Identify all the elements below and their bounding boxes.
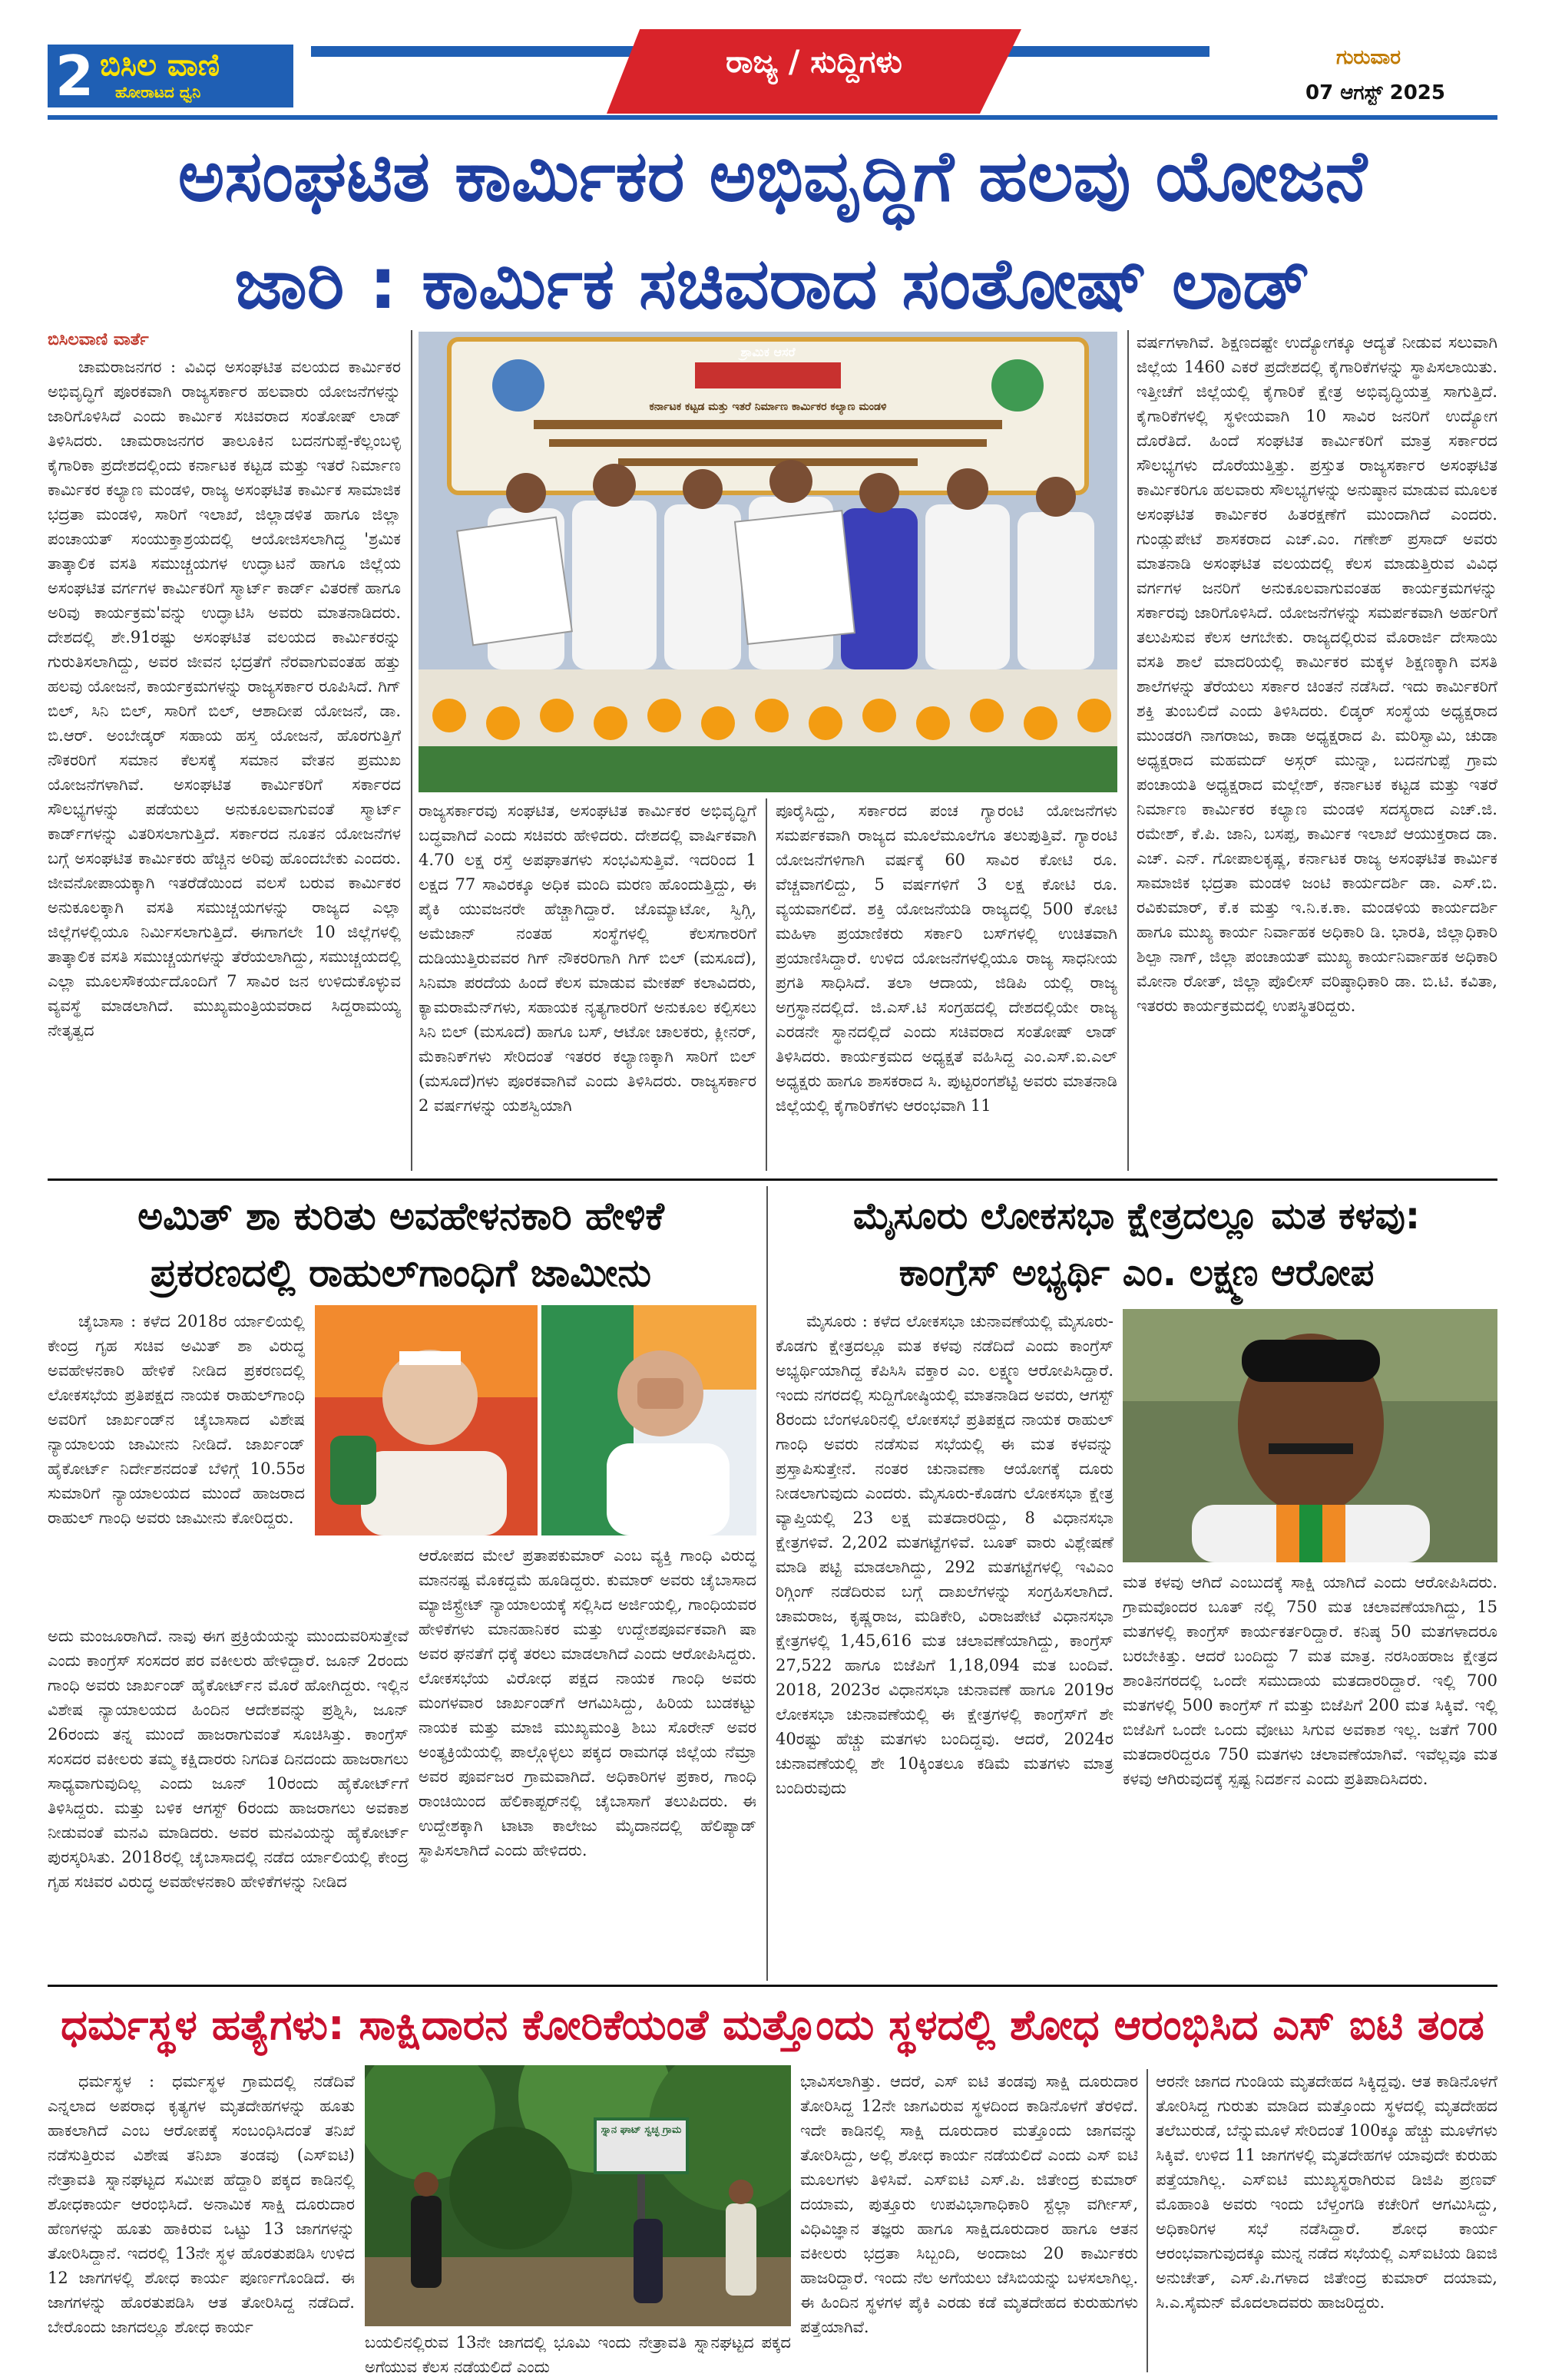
masthead-rule (48, 115, 1497, 120)
story2-column-1-top (48, 1309, 305, 1620)
story4-column-1 (48, 2069, 355, 2372)
column-divider (1127, 330, 1129, 1171)
photo-banner-title: ಶ್ರಾಮಿಕ ಆಸರೆ (740, 345, 796, 359)
story3-headline-line1: ಮೈಸೂರು ಲೋಕಸಭಾ ಕ್ಷೇತ್ರದಲ್ಲೂ ಮತ ಕಳವು: (852, 1195, 1421, 1238)
lead-headline-line2: ಜಾರಿ : ಕಾರ್ಮಿಕ ಸಚಿವರಾದ ಸಂತೋಷ್ ಲಾಡ್ (234, 243, 1311, 325)
story3-headline-line2: ಕಾಂಗ್ರೆಸ್ ಅಭ್ಯರ್ಥಿ ಎಂ. ಲಕ್ಷ್ಮಣ ಆರೋಪ (898, 1251, 1375, 1294)
story4-photo-illustration (365, 2065, 791, 2326)
story2-headline-line2: ಪ್ರಕರಣದಲ್ಲಿ ರಾಹುಲ್‌ಗಾಂಧಿಗೆ ಜಾಮೀನು (150, 1251, 652, 1295)
column-divider (1147, 2069, 1148, 2372)
story4-column-3 (1156, 2069, 1497, 2372)
lead-column-3 (776, 798, 1117, 1171)
lead-column-3-text: ಪೂರೈಸಿದ್ದು, ಸರ್ಕಾರದ ಪಂಚ ಗ್ಯಾರಂಟಿ ಯೋಜನೆಗಳು ಸಮರ್ಪಕವಾಗಿ ರಾಜ್ಯದ ಮೂಲೆಮೂಲೆಗೂ ತಲುಪುತ್ತಿವೆ. ಗ್ಯಾರಂಟಿ ಯೋಜನೆಗಳಿಗಾಗಿ ವರ್ಷಕ್ಕೆ 60 ಸಾವಿರ ಕೋಟಿ ರೂ. ವೆಚ್ಚವಾಗಲಿದ್ದು, 5 ವರ್ಷಗಳಿಗೆ 3 ಲಕ್ಷ ಕೋಟಿ ರೂ. ವ್ಯಯವಾಗಲಿದೆ. ಶಕ್ತಿ ಯೋಜನೆಯಡಿ ರಾಜ್ಯದಲ್ಲಿ 500 ಕೋಟಿ ಮಹಿಳಾ ಪ್ರಯಾಣಿಕರು ಸರ್ಕಾರಿ ಬಸ್‌ಗಳಲ್ಲಿ ಉಚಿತವಾಗಿ ಪ್ರಯಾಣಿಸಿದ್ದಾರೆ. ಉಳಿದ ಯೋಜನೆಗಳಲ್ಲಿಯೂ ರಾಜ್ಯ ಸಾಧನೀಯ ಪ್ರಗತಿ ಸಾಧಿಸಿದೆ. ತಲಾ ಆದಾಯ, ಜಿಡಿಪಿ ಯಲ್ಲಿ ರಾಜ್ಯ ಅಗ್ರಸ್ಥಾನದಲ್ಲಿದೆ. ಜಿ.ಎಸ್.ಟಿ ಸಂಗ್ರಹದಲ್ಲಿ ದೇಶದಲ್ಲಿಯೇ ರಾಜ್ಯ ಎರಡನೇ ಸ್ಥಾನದಲ್ಲಿದೆ ಎಂದು ಸಚಿವರಾದ ಸಂತೋಷ್ ಲಾಡ್ ತಿಳಿಸಿದರು. ಕಾರ್ಯಕ್ರಮದ ಅಧ್ಯಕ್ಷತೆ ವಹಿಸಿದ್ದ ಎಂ.ಎಸ್.ಐ.ಎಲ್ ಅಧ್ಯಕ್ಷರು ಹಾಗೂ ಶಾಸಕರಾದ ಸಿ. ಪುಟ್ಟರಂಗಶೆಟ್ಟಿ ಅವರು ಮಾತನಾಡಿ ಜಿಲ್ಲೆಯಲ್ಲಿ ಕೈಗಾರಿಕೆಗಳು ಆರಂಭವಾಗಿ 11 (776, 802, 1117, 1115)
story4-photo (365, 2065, 791, 2326)
story2-text-bottom: ಅದು ಮಂಜೂರಾಗಿದೆ. ನಾವು ಈಗ ಪ್ರಕ್ರಿಯೆಯನ್ನು ಮುಂದುವರಿಸುತ್ತೇವೆ ಎಂದು ಕಾಂಗ್ರೆಸ್ ಸಂಸದರ ಪರ ವಕೀಲರು ಹೇಳಿದ್ದಾರೆ. ಜೂನ್ 2ರಂದು ಗಾಂಧಿ ಅವರು ಜಾರ್ಖಂಡ್ ಹೈಕೋರ್ಟ್‌ನ ಮೊರೆ ಹೋಗಿದ್ದರು. ಇಲ್ಲಿನ ವಿಶೇಷ ನ್ಯಾಯಾಲಯದ ಹಿಂದಿನ ಆದೇಶವನ್ನು ಪ್ರಶ್ನಿಸಿ, ಜೂನ್ 26ರಂದು ತನ್ನ ಮುಂದೆ ಹಾಜರಾಗುವಂತೆ ಸೂಚಿಸಿತ್ತು. ಕಾಂಗ್ರೆಸ್ ಸಂಸದರ ವಕೀಲರು ತಮ್ಮ ಕಕ್ಷಿದಾರರು ನಿಗದಿತ ದಿನದಂದು ಹಾಜರಾಗಲು ಸಾಧ್ಯವಾಗುವುದಿಲ್ಲ ಎಂದು ಜೂನ್ 10ರಂದು ಹೈಕೋರ್ಟ್‌ಗೆ ತಿಳಿಸಿದ್ದರು. ಮತ್ತು ಬಳಿಕ ಆಗಸ್ಟ್ 6ರಂದು ಹಾಜರಾಗಲು ಅವಕಾಶ ನೀಡುವಂತೆ ಮನವಿ ಮಾಡಿದರು. ಅವರ ಮನವಿಯನ್ನು ಹೈಕೋರ್ಟ್ ಪುರಸ್ಕರಿಸಿತು. 2018ರಲ್ಲಿ ಚೈಬಾಸಾದಲ್ಲಿ ನಡೆದ ರ್ಯಾಲಿಯಲ್ಲಿ ಕೇಂದ್ರ ಗೃಹ ಸಚಿವರ ವಿರುದ್ಧ ಅವಹೇಳನಕಾರಿ ಹೇಳಿಕೆಗಳನ್ನು ನೀಡಿದ (48, 1627, 409, 1891)
story2-headline-line1: ಅಮಿತ್ ಶಾ ಕುರಿತು ಅವಹೇಳನಕಾರಿ ಹೇಳಿಕೆ (137, 1194, 664, 1238)
story2-column-2 (419, 1543, 756, 1977)
photo-sign-text: ಸ್ನಾನ ಘಾಟ್ ಸ್ವಚ್ಛ ಗ್ರಾಮ (601, 2124, 682, 2136)
story2-photo-illustration (315, 1305, 756, 1535)
lead-column-1 (48, 355, 401, 1169)
story2-text-top: ಚೈಬಾಸಾ : ಕಳೆದ 2018ರ ರ್ಯಾಲಿಯಲ್ಲಿ ಕೇಂದ್ರ ಗೃಹ ಸಚಿವ ಅಮಿತ್ ಶಾ ವಿರುದ್ಧ ಅವಹೇಳನಕಾರಿ ಹೇಳಿಕೆ ನೀಡಿದ ಪ್ರಕರಣದಲ್ಲಿ ಲೋಕಸಭೆಯ ಪ್ರತಿಪಕ್ಷದ ನಾಯಕ ರಾಹುಲ್‌ಗಾಂಧಿ ಅವರಿಗೆ ಜಾರ್ಖಂಡ್‌ನ ಚೈಬಾಸಾದ ವಿಶೇಷ ನ್ಯಾಯಾಲಯ ಜಾಮೀನು ನೀಡಿದೆ. ಜಾರ್ಖಂಡ್ ಹೈಕೋರ್ಟ್ ನಿರ್ದೇಶನದಂತೆ ಬೆಳಿಗ್ಗೆ 10.55ರ ಸುಮಾರಿಗೆ ನ್ಯಾಯಾಲಯದ ಮುಂದೆ ಹಾಜರಾದ ರಾಹುಲ್ ಗಾಂಧಿ ಅವರು ಜಾಮೀನು ಕೋರಿದ್ದರು. (48, 1312, 305, 1527)
column-divider (766, 1186, 768, 1981)
story3-column-2-text: ಮತ ಕಳವು ಆಗಿದೆ ಎಂಬುದಕ್ಕೆ ಸಾಕ್ಷಿ ಯಾಗಿದೆ ಎಂದು ಆರೋಪಿಸಿದರು. ಗ್ರಾಮವೊಂದರ ಬೂತ್ ನಲ್ಲಿ 750 ಮತ ಚಲಾವಣೆಯಾಗಿದ್ದು, 15 ಮತಗಳಲ್ಲಿ ಕಾಂಗ್ರೆಸ್ ಕಾರ್ಯಕರ್ತರಿದ್ದಾರೆ. ಕನಿಷ್ಠ 50 ಮತಗಳಾದರೂ ಬರಬೇಕಿತ್ತು. ಆದರೆ ಬಂದಿದ್ದು 7 ಮತ ಮಾತ್ರ. ನರಸಿಂಹರಾಜ ಕ್ಷೇತ್ರದ ಶಾಂತಿನಗರದಲ್ಲಿ ಒಂದೇ ಸಮುದಾಯ ಮತದಾರರಿದ್ದಾರೆ. ಇಲ್ಲಿ 700 ಮತಗಳಲ್ಲಿ 500 ಕಾಂಗ್ರೆಸ್ ಗೆ ಮತ್ತು ಬಿಜೆಪಿಗೆ 200 ಮತ ಸಿಕ್ಕಿವೆ. ಇಲ್ಲಿ ಬಿಜೆಪಿಗೆ ಒಂದೇ ಒಂದು ವೋಟು ಸಿಗುವ ಅವಕಾಶ ಇಲ್ಲ. ಜತೆಗೆ 700 ಮತದಾರರಿದ್ದರೂ 750 ಮತಗಳು ಚಲಾವಣೆಯಾಗಿವೆ. ಇವೆಲ್ಲವೂ ಮತ ಕಳವು ಆಗಿರುವುದಕ್ಕೆ ಸ್ಪಷ್ಟ ನಿದರ್ಶನ ಎಂದು ಪ್ರತಿಪಾದಿಸಿದರು. (1123, 1573, 1497, 1788)
photo-banner-text: ಕರ್ನಾಟಕ ಕಟ್ಟಡ ಮತ್ತು ಇತರೆ ನಿರ್ಮಾಣ ಕಾರ್ಮಿಕರ ಕಲ್ಯಾಣ ಮಂಡಳಿ (649, 401, 887, 413)
page-number: 2 (55, 44, 94, 108)
lead-column-4-text: ವರ್ಷಗಳಾಗಿವೆ. ಶಿಕ್ಷಣದಷ್ಟೇ ಉದ್ಯೋಗಕ್ಕೂ ಆದ್ಯತೆ ನೀಡುವ ಸಲುವಾಗಿ ಜಿಲ್ಲೆಯ 1460 ಎಕರೆ ಪ್ರದೇಶದಲ್ಲಿ ಕೈಗಾರಿಕೆಗಳನ್ನು ಸ್ಥಾಪಿಸಲಾಯಿತು. ಇತ್ತೀಚೆಗೆ ಜಿಲ್ಲೆಯಲ್ಲಿ ಕೈಗಾರಿಕೆ ಕ್ಷೇತ್ರ ಅಭಿವೃದ್ಧಿಯತ್ತ ಸಾಗುತ್ತಿದೆ. ಕೈಗಾರಿಕೆಗಳಲ್ಲಿ ಸ್ಥಳೀಯವಾಗಿ 10 ಸಾವಿರ ಜನರಿಗೆ ಉದ್ಯೋಗ ದೊರೆತಿದೆ. ಹಿಂದೆ ಸಂಘಟಿತ ಕಾರ್ಮಿಕರಿಗೆ ಮಾತ್ರ ಸರ್ಕಾರದ ಸೌಲಭ್ಯಗಳು ದೊರೆಯುತ್ತಿತ್ತು. ಪ್ರಸ್ತುತ ರಾಜ್ಯಸರ್ಕಾರ ಅಸಂಘಟಿತ ಕಾರ್ಮಿಕರಿಗೂ ಹಲವಾರು ಸೌಲಭ್ಯಗಳನ್ನು ಅನುಷ್ಠಾನ ಮಾಡುವ ಮೂಲಕ ಅಸಂಘಟಿತ ಕಾರ್ಮಿಕರ ಹಿತರಕ್ಷಣೆಗೆ ಮುಂದಾಗಿದೆ ಎಂದರು. ಗುಂಡ್ಲುಪೇಟೆ ಶಾಸಕರಾದ ಎಚ್.ಎಂ. ಗಣೇಶ್ ಪ್ರಸಾದ್ ಅವರು ಮಾತನಾಡಿ ಅಸಂಘಟಿತ ವಲಯದಲ್ಲಿ ಕೆಲಸ ಮಾಡುತ್ತಿರುವ ವಿವಿಧ ವರ್ಗಗಳ ಜನರಿಗೆ ಅನುಕೂಲವಾಗುವಂತಹ ಕಾರ್ಯಕ್ರಮಗಳನ್ನು ಸರ್ಕಾರವು ಜಾರಿಗೊಳಿಸಿದೆ. ಯೋಜನೆಗಳನ್ನು ಸಮರ್ಪಕವಾಗಿ ಅರ್ಹರಿಗೆ ತಲುಪಿಸುವ ಕೆಲಸ ಆಗಬೇಕು. ರಾಜ್ಯದಲ್ಲಿರುವ ಮೊರಾರ್ಜಿ ದೇಸಾಯಿ ವಸತಿ ಶಾಲೆ ಮಾದರಿಯಲ್ಲಿ ಕಾರ್ಮಿಕರ ಮಕ್ಕಳ ಶಿಕ್ಷಣಕ್ಕಾಗಿ ವಸತಿ ಶಾಲೆಗಳನ್ನು ತೆರೆಯಲು ಸರ್ಕಾರ ಚಿಂತನೆ ನಡೆಸಿದೆ. ಇದು ಕಾರ್ಮಿಕರಿಗೆ ಶಕ್ತಿ ತುಂಬಲಿದೆ ಎಂದು ತಿಳಿಸಿದರು. ಲಿಡ್ಕರ್ ಸಂಸ್ಥೆಯ ಅಧ್ಯಕ್ಷರಾದ ಮುಂಡರಗಿ ನಾಗರಾಜು, ಕಾಡಾ ಅಧ್ಯಕ್ಷರಾದ ಪಿ. ಮರಿಸ್ವಾಮಿ, ಚುಡಾ ಅಧ್ಯಕ್ಷರಾದ ಮಹಮದ್ ಅಸ್ಗರ್ ಮುನ್ನಾ, ಬದನಗುಪ್ಪೆ ಗ್ರಾಮ ಪಂಚಾಯತಿ ಅಧ್ಯಕ್ಷರಾದ ಮಲ್ಲೇಶ್, ಕರ್ನಾಟಕ ಕಟ್ಟಡ ಮತ್ತು ಇತರೆ ನಿರ್ಮಾಣ ಕಾರ್ಮಿಕರ ಕಲ್ಯಾಣ ಮಂಡಳಿ ಸದಸ್ಯರಾದ ಎಚ್.ಜಿ. ರಮೇಶ್, ಕೆ.ಪಿ. ಜಾನಿ, ಬಸಪ್ಪ, ಕಾರ್ಮಿಕ ಇಲಾಖೆ ಆಯುಕ್ತರಾದ ಡಾ. ಎಚ್. ಎನ್. ಗೋಪಾಲಕೃಷ್ಣ, ಕರ್ನಾಟಕ ರಾಜ್ಯ ಅಸಂಘಟಿತ ಕಾರ್ಮಿಕ ಸಾಮಾಜಿಕ ಭದ್ರತಾ ಮಂಡಳಿ ಜಂಟಿ ಕಾರ್ಯದರ್ಶಿ ಡಾ. ಎಸ್.ಬಿ. ರವಿಕುಮಾರ್, ಕೆ.ಕ ಮತ್ತು ಇ.ನಿ.ಕ.ಕಾ. ಮಂಡಳಿಯ ಕಾರ್ಯದರ್ಶಿ ಹಾಗೂ ಮುಖ್ಯ ಕಾರ್ಯ ನಿರ್ವಾಹಕ ಅಧಿಕಾರಿ ಡಿ. ಭಾರತಿ, ಜಿಲ್ಲಾಧಿಕಾರಿ ಶಿಲ್ಪಾ ನಾಗ್, ಜಿಲ್ಲಾ ಪಂಚಾಯತ್ ಮುಖ್ಯ ಕಾರ್ಯನಿರ್ವಾಹಕ ಅಧಿಕಾರಿ ಮೋನಾ ರೋತ್, ಜಿಲ್ಲಾ ಪೊಲೀಸ್ ವರಿಷ್ಠಾಧಿಕಾರಿ ಡಾ. ಬಿ.ಟಿ. ಕವಿತಾ, ಇತರರು ಕಾರ್ಯಕ್ರಮದಲ್ಲಿ ಉಪಸ್ಥಿತರಿದ್ದರು. (1137, 333, 1497, 1015)
story2-column-2-text: ಆರೋಪದ ಮೇಲೆ ಪ್ರತಾಪಕುಮಾರ್ ಎಂಬ ವ್ಯಕ್ತಿ ಗಾಂಧಿ ವಿರುದ್ಧ ಮಾನನಷ್ಟ ಮೊಕದ್ದಮೆ ಹೂಡಿದ್ದರು. ಕುಮಾರ್ ಅವರು ಚೈಬಾಸಾದ ಮ್ಯಾಜಿಸ್ಟ್ರೇಟ್ ನ್ಯಾಯಾಲಯಕ್ಕೆ ಸಲ್ಲಿಸಿದ ಅರ್ಜಿಯಲ್ಲಿ, ಗಾಂಧಿಯವರ ಹೇಳಿಕೆಗಳು ಮಾನಹಾನಿಕರ ಮತ್ತು ಉದ್ದೇಶಪೂರ್ವಕವಾಗಿ ಷಾ ಅವರ ಘನತೆಗೆ ಧಕ್ಕೆ ತರಲು ಮಾಡಲಾಗಿದೆ ಎಂದು ಆರೋಪಿಸಿದ್ದರು. ಲೋಕಸಭೆಯ ವಿರೋಧ ಪಕ್ಷದ ನಾಯಕ ಗಾಂಧಿ ಅವರು ಮಂಗಳವಾರ ಜಾರ್ಖಂಡ್‌ಗೆ ಆಗಮಿಸಿದ್ದು, ಹಿರಿಯ ಬುಡಕಟ್ಟು ನಾಯಕ ಮತ್ತು ಮಾಜಿ ಮುಖ್ಯಮಂತ್ರಿ ಶಿಬು ಸೊರೇನ್ ಅವರ ಅಂತ್ಯಕ್ರಿಯೆಯಲ್ಲಿ ಪಾಲ್ಗೊಳ್ಳಲು ಪಕ್ಕದ ರಾಮಗಢ ಜಿಲ್ಲೆಯ ನೆಮ್ರಾ ಅವರ ಪೂರ್ವಜರ ಗ್ರಾಮವಾಗಿದೆ. ಅಧಿಕಾರಿಗಳ ಪ್ರಕಾರ, ಗಾಂಧಿ ರಾಂಚಿಯಿಂದ ಹೆಲಿಕಾಪ್ಟರ್‌ನಲ್ಲಿ ಚೈಬಾಸಾಗೆ ತಲುಪಿದರು. ಈ ಉದ್ದೇಶಕ್ಕಾಗಿ ಟಾಟಾ ಕಾಲೇಜು ಮೈದಾನದಲ್ಲಿ ಹೆಲಿಪ್ಯಾಡ್ ಸ್ಥಾಪಿಸಲಾಗಿದೆ ಎಂದು ಹೇಳಿದರು. (419, 1546, 756, 1859)
issue-date: 07 ಆಗಸ್ಟ್ 2025 (1305, 81, 1445, 104)
story2-column-1-bottom (48, 1624, 409, 1977)
column-divider (766, 798, 767, 1171)
column-divider (411, 330, 412, 1171)
story4-column-2-text: ಭಾವಿಸಲಾಗಿತ್ತು. ಆದರೆ, ಎಸ್ ಐಟಿ ತಂಡವು ಸಾಕ್ಷಿ ದೂರುದಾರ ತೋರಿಸಿದ್ದ 12ನೇ ಜಾಗವಿರುವ ಸ್ಥಳದಿಂದ ಕಾಡಿನೊಳಗೆ ತೆರಳಿದೆ. ಇದೇ ಕಾಡಿನಲ್ಲಿ ಸಾಕ್ಷಿ ದೂರುದಾರ ಮತ್ತೊಂದು ಜಾಗವನ್ನು ತೋರಿಸಿದ್ದು, ಅಲ್ಲಿ ಶೋಧ ಕಾರ್ಯ ನಡೆಯಲಿದೆ ಎಂದು ಎಸ್ ಐಟಿ ಮೂಲಗಳು ತಿಳಿಸಿವೆ. ಎಸ್‌ಐಟಿ ಎಸ್.ಪಿ. ಜಿತೇಂದ್ರ ಕುಮಾರ್ ದಯಾಮ, ಪುತ್ತೂರು ಉಪವಿಭಾಗಾಧಿಕಾರಿ ಸ್ಟೆಲ್ಲಾ ವರ್ಗೀಸ್, ವಿಧಿವಿಜ್ಞಾನ ತಜ್ಞರು ಹಾಗೂ ಸಾಕ್ಷಿದೂರುದಾರ ಹಾಗೂ ಆತನ ವಕೀಲರು ಭದ್ರತಾ ಸಿಬ್ಬಂದಿ, ಅಂದಾಜು 20 ಕಾರ್ಮಿಕರು ಹಾಜರಿದ್ದಾರೆ. ಇಂದು ನೆಲ ಅಗೆಯಲು ಜೆಸಿಬಿಯನ್ನು ಬಳಸಲಾಗಿಲ್ಲ. ಈ ಹಿಂದಿನ ಸ್ಥಳಗಳ ಪೈಕಿ ಎರಡು ಕಡೆ ಮೃತದೇಹದ ಕುರುಹುಗಳು ಪತ್ತೆಯಾಗಿವೆ. (800, 2072, 1138, 2336)
section-rule (48, 1985, 1497, 1987)
lead-column-2 (419, 798, 756, 1171)
story4-headline: ಧರ್ಮಸ್ಥಳ ಹತ್ಯೆಗಳು: ಸಾಕ್ಷಿದಾರನ ಕೋರಿಕೆಯಂತೆ ಮತ್ತೊಂದು ಸ್ಥಳದಲ್ಲಿ ಶೋಧ ಆರಂಭಿಸಿದ ಎಸ್ ಐಟಿ ತಂಡ (61, 2001, 1484, 2049)
newspaper-tagline: ಹೋರಾಟದ ಧ್ವನಿ (115, 83, 201, 101)
issue-day: ಗುರುವಾರ (1336, 46, 1401, 69)
lead-column-2-text: ರಾಜ್ಯಸರ್ಕಾರವು ಸಂಘಟಿತ, ಅಸಂಘಟಿತ ಕಾರ್ಮಿಕರ ಅಭಿವೃದ್ಧಿಗೆ ಬದ್ಧವಾಗಿದೆ ಎಂದು ಸಚಿವರು ಹೇಳಿದರು. ದೇಶದಲ್ಲಿ ವಾರ್ಷಿಕವಾಗಿ 4.70 ಲಕ್ಷ ರಸ್ತೆ ಅಪಘಾತಗಳು ಸಂಭವಿಸುತ್ತಿವೆ. ಇದರಿಂದ 1 ಲಕ್ಷದ 77 ಸಾವಿರಕ್ಕೂ ಅಧಿಕ ಮಂದಿ ಮರಣ ಹೊಂದುತ್ತಿದ್ದು, ಈ ಪೈಕಿ ಯುವಜನರೇ ಹೆಚ್ಚಾಗಿದ್ದಾರೆ. ಜೊಮ್ಯಾಟೋ, ಸ್ವಿಗ್ಗಿ, ಅಮೆಜಾನ್ ನಂತಹ ಸಂಸ್ಥೆಗಳಲ್ಲಿ ಕೆಲಸಗಾರರಿಗೆ ದುಡಿಯುತ್ತಿರುವವರ ಗಿಗ್ ನೌಕರರಿಗಾಗಿ ಗಿಗ್ ಬಿಲ್ (ಮಸೂದೆ), ಸಿನಿಮಾ ಪರದೆಯ ಹಿಂದೆ ಕೆಲಸ ಮಾಡುವ ಮೇಕಪ್ ಕಲಾವಿದರು, ಕ್ಯಾಮರಾಮೆನ್‌ಗಳು, ಸಹಾಯಕ ನೃತ್ಯಗಾರರಿಗೆ ಅನುಕೂಲ ಕಲ್ಪಿಸಲು ಸಿನಿ ಬಿಲ್ (ಮಸೂದೆ) ಹಾಗೂ ಬಸ್, ಆಟೋ ಚಾಲಕರು, ಕ್ಲೀನರ್, ಮೆಕಾನಿಕ್‌ಗಳು ಸೇರಿದಂತೆ ಇತರರ ಕಲ್ಯಾಣಕ್ಕಾಗಿ ಸಾರಿಗೆ ಬಿಲ್ (ಮಸೂದೆ)ಗಳು ಪೂರಕವಾಗಿವೆ ಎಂದು ತಿಳಿಸಿದರು. ರಾಜ್ಯಸರ್ಕಾರ 2 ವರ್ಷಗಳನ್ನು ಯಶಸ್ವಿಯಾಗಿ (419, 802, 756, 1115)
story4-column-3-text: ಆರನೇ ಜಾಗದ ಗುಂಡಿಯ ಮೃತದೇಹದ ಸಿಕ್ಕಿದ್ದವು. ಆತ ಕಾಡಿನೊಳಗೆ ತೋರಿಸಿದ್ದ ಗುರುತು ಮಾಡಿದ ಮತ್ತೊಂದು ಸ್ಥಳದಲ್ಲಿ ಮೃತದೇಹದ ತಲೆಬುರುಡೆ, ಬೆನ್ನುಮೂಳೆ ಸೇರಿದಂತೆ 100ಕ್ಕೂ ಹೆಚ್ಚು ಮೂಳೆಗಳು ಸಿಕ್ಕಿವೆ. ಉಳಿದ 11 ಜಾಗಗಳಲ್ಲಿ ಮೃತದೇಹಗಳ ಯಾವುದೇ ಕುರುಹು ಪತ್ತೆಯಾಗಿಲ್ಲ. ಎಸ್‌ಐಟಿ ಮುಖ್ಯಸ್ಥರಾಗಿರುವ ಡಿಜಿಪಿ ಪ್ರಣವ್ ಮೊಹಾಂತಿ ಅವರು ಇಂದು ಬೆಳ್ತಂಗಡಿ ಕಚೇರಿಗೆ ಆಗಮಿಸಿದ್ದು, ಅಧಿಕಾರಿಗಳ ಸಭೆ ನಡೆಸಿದ್ದಾರೆ. ಶೋಧ ಕಾರ್ಯ ಆರಂಭವಾಗುವುದಕ್ಕೂ ಮುನ್ನ ನಡೆದ ಸಭೆಯಲ್ಲಿ ಎಸ್‌ಐಟಿಯ ಡಿಐಜಿ ಅನುಚೇತ್, ಎಸ್.ಪಿ.ಗಳಾದ ಜಿತೇಂದ್ರ ಕುಮಾರ್ ದಯಾಮ, ಸಿ.ಎ.ಸೈಮನ್ ಮೊದಲಾದವರು ಹಾಜರಿದ್ದರು. (1156, 2072, 1497, 2312)
section-label: ರಾಜ್ಯ / ಸುದ್ದಿಗಳು (726, 45, 902, 80)
story4-column-1-text: ಧರ್ಮಸ್ಥಳ : ಧರ್ಮಸ್ಥಳ ಗ್ರಾಮದಲ್ಲಿ ನಡೆದಿವೆ ಎನ್ನಲಾದ ಅಪರಾಧ ಕೃತ್ಯಗಳ ಮೃತದೇಹಗಳನ್ನು ಹೂತು ಹಾಕಲಾಗಿದೆ ಎಂಬ ಆರೋಪಕ್ಕೆ ಸಂಬಂಧಿಸಿದಂತೆ ತನಿಖೆ ನಡೆಸುತ್ತಿರುವ ವಿಶೇಷ ತನಿಖಾ ತಂಡವು (ಎಸ್‌ಐಟಿ) ನೇತ್ರಾವತಿ ಸ್ನಾನಘಟ್ಟದ ಸಮೀಪ ಹೆದ್ದಾರಿ ಪಕ್ಕದ ಕಾಡಿನಲ್ಲಿ ಶೋಧಕಾರ್ಯ ಆರಂಭಿಸಿದೆ. ಅನಾಮಿಕ ಸಾಕ್ಷಿ ದೂರುದಾರ ಹೆಣಗಳನ್ನು ಹೂತು ಹಾಕಿರುವ ಒಟ್ಟು 13 ಜಾಗಗಳನ್ನು ತೋರಿಸಿದ್ದಾನೆ. ಇದರಲ್ಲಿ 13ನೇ ಸ್ಥಳ ಹೊರತುಪಡಿಸಿ ಉಳಿದ 12 ಜಾಗಗಳಲ್ಲಿ ಶೋಧ ಕಾರ್ಯ ಪೂರ್ಣಗೊಂಡಿದೆ. ಈ ಜಾಗಗಳನ್ನು ಹೊರತುಪಡಿಸಿ ಆತ ತೋರಿಸಿದ್ದ ನಡೆದಿದೆ. ಬೇರೊಂದು ಜಾಗದಲ್ಲೂ ಶೋಧ ಕಾರ್ಯ (48, 2072, 355, 2336)
story3-column-1-text: ಮೈಸೂರು : ಕಳೆದ ಲೋಕಸಭಾ ಚುನಾವಣೆಯಲ್ಲಿ ಮೈಸೂರು-ಕೊಡಗು ಕ್ಷೇತ್ರದಲ್ಲೂ ಮತ ಕಳವು ನಡೆದಿದೆ ಎಂದು ಕಾಂಗ್ರೆಸ್ ಅಭ್ಯರ್ಥಿಯಾಗಿದ್ದ ಕೆಪಿಸಿಸಿ ವಕ್ತಾರ ಎಂ. ಲಕ್ಷ್ಮಣ ಆರೋಪಿಸಿದ್ದಾರೆ. ಇಂದು ನಗರದಲ್ಲಿ ಸುದ್ದಿಗೋಷ್ಠಿಯಲ್ಲಿ ಮಾತನಾಡಿದ ಅವರು, ಆಗಸ್ಟ್ 8ರಂದು ಬೆಂಗಳೂರಿನಲ್ಲಿ ಲೋಕಸಭೆ ಪ್ರತಿಪಕ್ಷದ ನಾಯಕ ರಾಹುಲ್ ಗಾಂಧಿ ಅವರು ನಡೆಸುವ ಸಭೆಯಲ್ಲಿ ಈ ಮತ ಕಳವನ್ನು ಪ್ರಸ್ತಾಪಿಸುತ್ತೇನೆ. ನಂತರ ಚುನಾವಣಾ ಆಯೋಗಕ್ಕೆ ದೂರು ನೀಡಲಾಗುವುದು ಎಂದರು. ಮೈಸೂರು-ಕೊಡಗು ಲೋಕಸಭಾ ಕ್ಷೇತ್ರ ವ್ಯಾಪ್ತಿಯಲ್ಲಿ 23 ಲಕ್ಷ ಮತದಾರರಿದ್ದು, 8 ವಿಧಾನಸಭಾ ಕ್ಷೇತ್ರಗಳಿವೆ. 2,202 ಮತಗಟ್ಟೆಗಳಿವೆ. ಬೂತ್ ವಾರು ವಿಶ್ಲೇಷಣೆ ಮಾಡಿ ಪಟ್ಟಿ ಮಾಡಲಾಗಿದ್ದು, 292 ಮತಗಟ್ಟೆಗಳಲ್ಲಿ ಇವಿಎಂ ರಿಗ್ಗಿಂಗ್ ನಡೆದಿರುವ ಬಗ್ಗೆ ದಾಖಲೆಗಳನ್ನು ಸಂಗ್ರಹಿಸಲಾಗಿದೆ. ಚಾಮರಾಜ, ಕೃಷ್ಣರಾಜ, ಮಡಿಕೇರಿ, ವಿರಾಜಪೇಟೆ ವಿಧಾನಸಭಾ ಕ್ಷೇತ್ರಗಳಲ್ಲಿ 1,45,616 ಮತ ಚಲಾವಣೆಯಾಗಿದ್ದು, ಕಾಂಗ್ರೆಸ್ 27,522 ಹಾಗೂ ಬಿಜೆಪಿಗೆ 1,18,094 ಮತ ಬಂದಿವೆ. 2018, 2023ರ ವಿಧಾನಸಭಾ ಚುನಾವಣೆ ಹಾಗೂ 2019ರ ಲೋಕಸಭಾ ಚುನಾವಣೆಯಲ್ಲಿ ಈ ಕ್ಷೇತ್ರಗಳಲ್ಲಿ ಕಾಂಗ್ರೆಸ್‌ಗೆ ಶೇ 40ರಷ್ಟು ಹೆಚ್ಚು ಮತಗಳು ಬಂದಿದ್ದವು. ಆದರೆ, 2024ರ ಚುನಾವಣೆಯಲ್ಲಿ ಶೇ 10ಕ್ಕಿಂತಲೂ ಕಡಿಮೆ ಮತಗಳು ಮಾತ್ರ ಬಂದಿರುವುದು (776, 1312, 1113, 1797)
story3-photo-illustration (1123, 1309, 1497, 1562)
lead-byline: ಬಿಸಿಲವಾಣಿ ವಾರ್ತೆ (48, 330, 149, 349)
lead-headline-line1: ಅಸಂಘಟಿತ ಕಾರ್ಮಿಕರ ಅಭಿವೃದ್ಧಿಗೆ ಹಲವು ಯೋಜನೆ (177, 135, 1368, 217)
section-rule (48, 1178, 1497, 1181)
lead-column-1-text: ಚಾಮರಾಜನಗರ : ವಿವಿಧ ಅಸಂಘಟಿತ ವಲಯದ ಕಾರ್ಮಿಕರ ಅಭಿವೃದ್ಧಿಗೆ ಪೂರಕವಾಗಿ ರಾಜ್ಯಸರ್ಕಾರ ಹಲವಾರು ಯೋಜನೆಗಳನ್ನು ಜಾರಿಗೊಳಿಸಿದೆ ಎಂದು ಕಾರ್ಮಿಕ ಸಚಿವರಾದ ಸಂತೋಷ್ ಲಾಡ್ ತಿಳಿಸಿದರು. ಚಾಮರಾಜನಗರ ತಾಲೂಕಿನ ಬದನಗುಪ್ಪೆ-ಕೆಲ್ಲಂಬಳ್ಳಿ ಕೈಗಾರಿಕಾ ಪ್ರದೇಶದಲ್ಲಿಂದು ಕರ್ನಾಟಕ ಕಟ್ಟಡ ಮತ್ತು ಇತರೆ ನಿರ್ಮಾಣ ಕಾರ್ಮಿಕರ ಕಲ್ಯಾಣ ಮಂಡಳಿ, ರಾಜ್ಯ ಅಸಂಘಟಿತ ಕಾರ್ಮಿಕ ಸಾಮಾಜಿಕ ಭದ್ರತಾ ಮಂಡಳಿ, ಸಾರಿಗೆ ಇಲಾಖೆ, ಜಿಲ್ಲಾಡಳಿತ ಹಾಗೂ ಜಿಲ್ಲಾ ಪಂಚಾಯತ್ ಸಂಯುಕ್ತಾಶ್ರಯದಲ್ಲಿ ಆಯೋಜಿಸಲಾಗಿದ್ದ 'ಶ್ರಮಿಕ ತಾತ್ಕಾಲಿಕ ವಸತಿ ಸಮುಚ್ಚಯಗಳ ಉದ್ಘಾಟನೆ ಹಾಗೂ ಜಿಲ್ಲೆಯ ಅಸಂಘಟಿತ ವರ್ಗಗಳ ಕಾರ್ಮಿಕರಿಗೆ ಸ್ಮಾರ್ಟ್ ಕಾರ್ಡ್ ವಿತರಣೆ ಹಾಗೂ ಅರಿವು ಕಾರ್ಯಕ್ರಮ'ವನ್ನು ಉದ್ಘಾಟಿಸಿ ಅವರು ಮಾತನಾಡಿದರು. ದೇಶದಲ್ಲಿ ಶೇ.91ರಷ್ಟು ಅಸಂಘಟಿತ ವಲಯದ ಕಾರ್ಮಿಕರನ್ನು ಗುರುತಿಸಲಾಗಿದ್ದು, ಅವರ ಜೀವನ ಭದ್ರತೆಗೆ ನೆರವಾಗುವಂತಹ ಹತ್ತು ಹಲವು ಯೋಜನೆ, ಕಾರ್ಯಕ್ರಮಗಳನ್ನು ರಾಜ್ಯಸರ್ಕಾರ ರೂಪಿಸಿದೆ. ಗಿಗ್ ಬಿಲ್, ಸಿನಿ ಬಿಲ್, ಸಾರಿಗೆ ಬಿಲ್, ಆಶಾದೀಪ ಯೋಜನೆ, ಡಾ. ಬಿ.ಆರ್. ಅಂಬೇಡ್ಕರ್ ಸಹಾಯ ಹಸ್ತ ಯೋಜನೆ, ಹೊರಗುತ್ತಿಗೆ ನೌಕರರಿಗೆ ಸಮಾನ ಕೆಲಸಕ್ಕೆ ಸಮಾನ ವೇತನ ಪ್ರಮುಖ ಯೋಜನೆಗಳಾಗಿವೆ. ಅಸಂಘಟಿತ ಕಾರ್ಮಿಕರಿಗೆ ಸರ್ಕಾರದ ಸೌಲಭ್ಯಗಳನ್ನು ಪಡೆಯಲು ಅನುಕೂಲವಾಗುವಂತೆ ಸ್ಮಾರ್ಟ್ ಕಾರ್ಡ್‌ಗಳನ್ನು ವಿತರಿಸಲಾಗುತ್ತಿದೆ. ಸರ್ಕಾರದ ನೂತನ ಯೋಜನೆಗಳ ಬಗ್ಗೆ ಅಸಂಘಟಿತ ಕಾರ್ಮಿಕರು ಹೆಚ್ಚಿನ ಅರಿವು ಹೊಂದಬೇಕು ಎಂದರು. ಜೀವನೋಪಾಯಕ್ಕಾಗಿ ಇತರೆಡೆಯಿಂದ ವಲಸೆ ಬರುವ ಕಾರ್ಮಿಕರ ಅನುಕೂಲಕ್ಕಾಗಿ ವಸತಿ ಸಮುಚ್ಚಯಗಳನ್ನು ರಾಜ್ಯದ ಎಲ್ಲಾ ಜಿಲ್ಲೆಗಳಲ್ಲಿಯೂ ನಿರ್ಮಿಸಲಾಗುತ್ತಿದೆ. ಈಗಾಗಲೇ 10 ಜಿಲ್ಲೆಗಳಲ್ಲಿ ತಾತ್ಕಾಲಿಕ ವಸತಿ ಸಮುಚ್ಚಯಗಳನ್ನು ತೆರೆಯಲಾಗಿದ್ದು, ಸಮುಚ್ಚಯದಲ್ಲಿ ಎಲ್ಲಾ ಮೂಲಸೌಕರ್ಯದೊಂದಿಗೆ 7 ಸಾವಿರ ಜನ ಉಳಿದುಕೊಳ್ಳುವ ವ್ಯವಸ್ಥೆ ಮಾಡಲಾಗಿದೆ. ಮುಖ್ಯಮಂತ್ರಿಯವರಾದ ಸಿದ್ದರಾಮಯ್ಯ ನೇತೃತ್ವದ (48, 358, 401, 1040)
story4-caption: ಬಯಲಿನಲ್ಲಿರುವ 13ನೇ ಜಾಗದಲ್ಲಿ ಭೂಮಿ ಇಂದು ನೇತ್ರಾವತಿ ಸ್ನಾನಘಟ್ಟದ ಪಕ್ಕದ ಅಗೆಯುವ ಕೆಲಸ ನಡೆಯಲಿದೆ ಎಂದು (365, 2333, 791, 2376)
lead-column-4 (1137, 330, 1497, 1171)
story4-column-2 (800, 2069, 1138, 2372)
story2-photo (315, 1305, 756, 1535)
story3-column-1 (776, 1309, 1113, 1977)
newspaper-name: ಬಿಸಿಲ ವಾಣಿ (100, 48, 220, 83)
story3-photo (1123, 1309, 1497, 1562)
story3-column-2 (1123, 1570, 1497, 1977)
lead-photo (419, 332, 1117, 792)
